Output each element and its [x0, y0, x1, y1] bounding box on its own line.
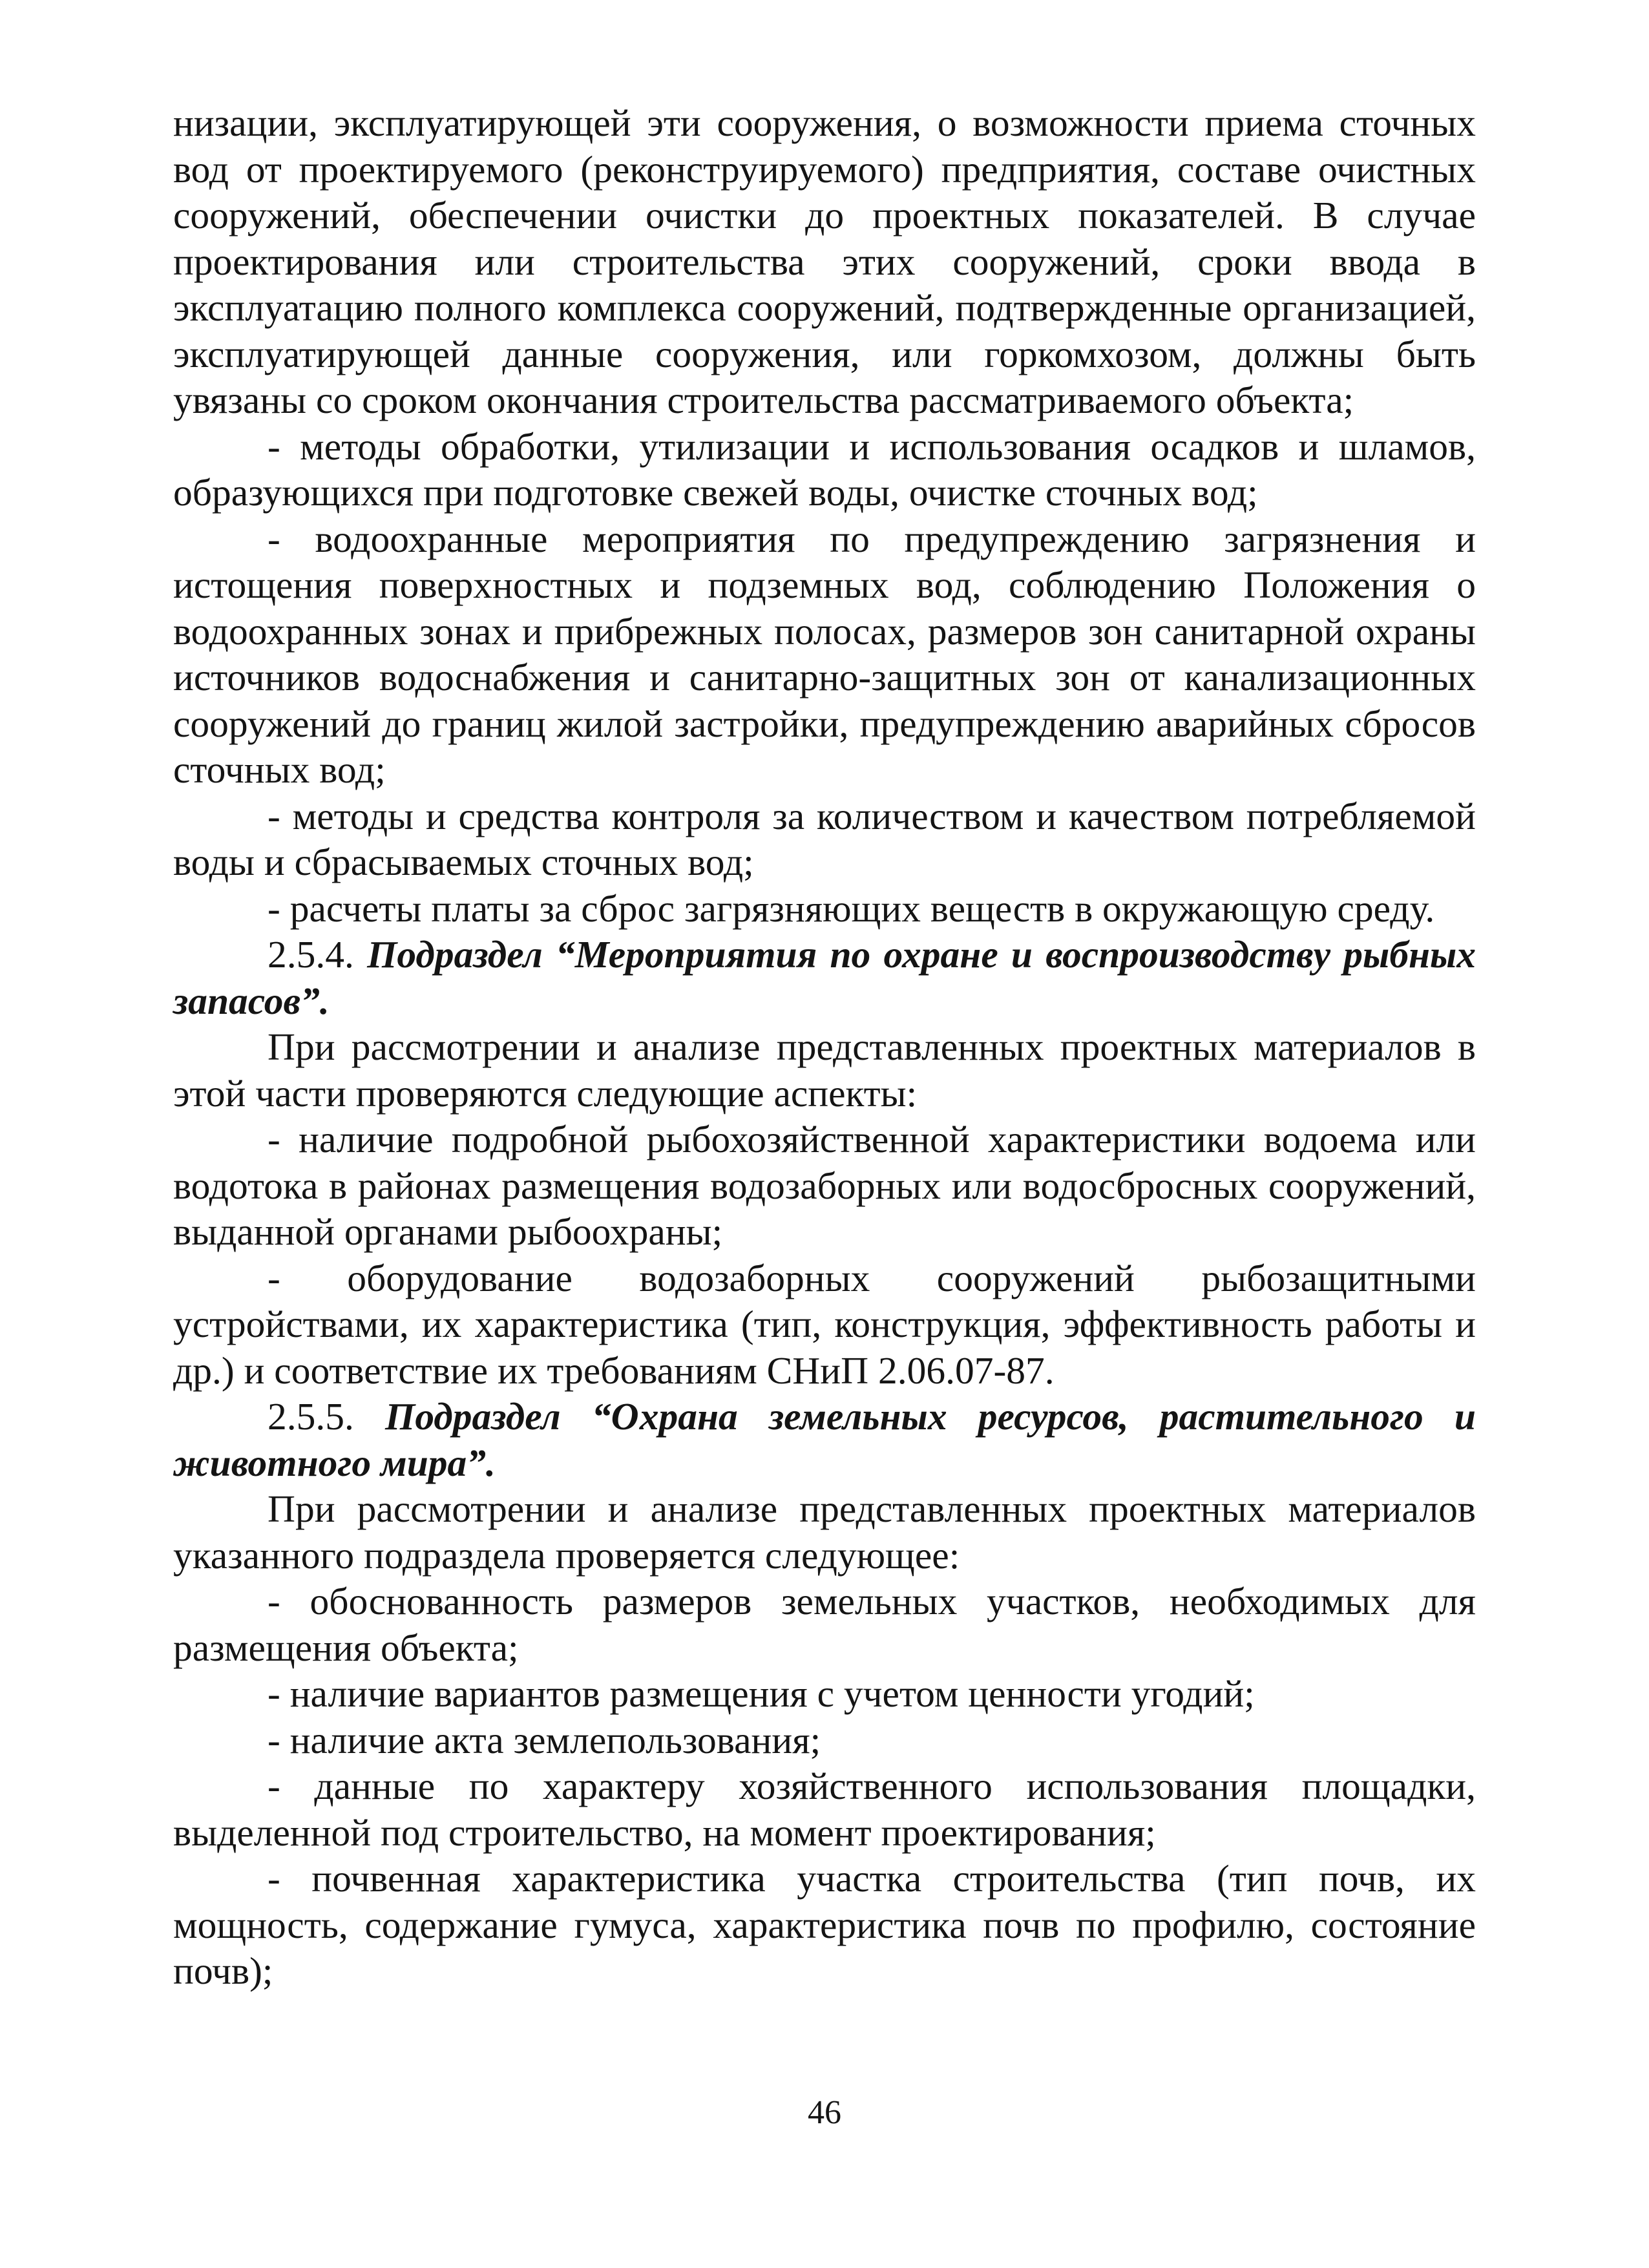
page-number: 46	[808, 2094, 841, 2131]
list-item: - методы обработки, утилизации и использования осадков и шламов, образующихся при подготовке свежей воды, очистке сточных вод;	[173, 425, 1476, 514]
page-body	[173, 100, 1476, 1995]
list-item: - наличие подробной рыбохозяйственной характеристики водоема или водотока в районах размещения водозаборных или водосбросных сооружений, выданной органами рыбоохраны;	[173, 1118, 1476, 1253]
list-item: - методы и средства контроля за количеством и качеством потребляемой воды и сбрасываемых сточных вод;	[173, 794, 1476, 883]
list-item: - оборудование водозаборных сооружений рыбозащитными устройствами, их характеристика (тип, конструкция, эффективность работы и др.) и соответствие их требованиям СНиП 2.06.07-87.	[173, 1256, 1476, 1392]
paragraph: При рассмотрении и анализе представленных проектных материалов в этой части проверяются следующие аспекты:	[173, 1025, 1476, 1115]
list-item: - наличие вариантов размещения с учетом ценности угодий;	[268, 1672, 1255, 1715]
section-title: Подраздел “Охрана земельных ресурсов, растительного и животного мира”.	[173, 1395, 1476, 1484]
section-title: Подраздел “Мероприятия по охране и воспроизводству рыбных запасов”.	[173, 933, 1476, 1022]
paragraph: низации, эксплуатирующей эти сооружения, о возможности приема сточных вод от проектируемого (реконструируемого) предприятия, составе очистных сооружений, обеспечении очистки до проектных показателей. В случае проектирования или строительства этих сооружений, сроки ввода в эксплуатацию полного комплекса сооружений, подтвержденные организацией, эксплуатирующей данные сооружения, или горкомхозом, должны быть увязаны со сроком окончания строительства рассматриваемого объекта;	[173, 101, 1476, 421]
section-number: 2.5.4.	[268, 933, 354, 976]
list-item: - наличие акта землепользования;	[268, 1718, 821, 1761]
paragraph: При рассмотрении и анализе представленных проектных материалов указанного подраздела проверяется следующее:	[173, 1487, 1476, 1577]
list-item: - водоохранные мероприятия по предупреждению загрязнения и истощения поверхностных и подземных вод, соблюдению Положения о водоохранных зонах и прибрежных полосах, размеров зон санитарной охраны источников водоснабжения и санитарно-защитных зон от канализационных сооружений до границ жилой застройки, предупреждению аварийных сбросов сточных вод;	[173, 517, 1476, 791]
section-heading	[173, 1394, 1476, 1486]
list-item: - данные по характеру хозяйственного использования площадки, выделенной под строительство, на момент проектирования;	[173, 1765, 1476, 1854]
list-item: - почвенная характеристика участка строительства (тип почв, их мощность, содержание гумуса, характеристика почв по профилю, состояние почв);	[173, 1857, 1476, 1992]
list-item: - расчеты платы за сброс загрязняющих веществ в окружающую среду.	[268, 887, 1435, 930]
list-item: - обоснованность размеров земельных участков, необходимых для размещения объекта;	[173, 1580, 1476, 1669]
section-number: 2.5.5.	[268, 1395, 354, 1438]
section-heading	[173, 932, 1476, 1024]
